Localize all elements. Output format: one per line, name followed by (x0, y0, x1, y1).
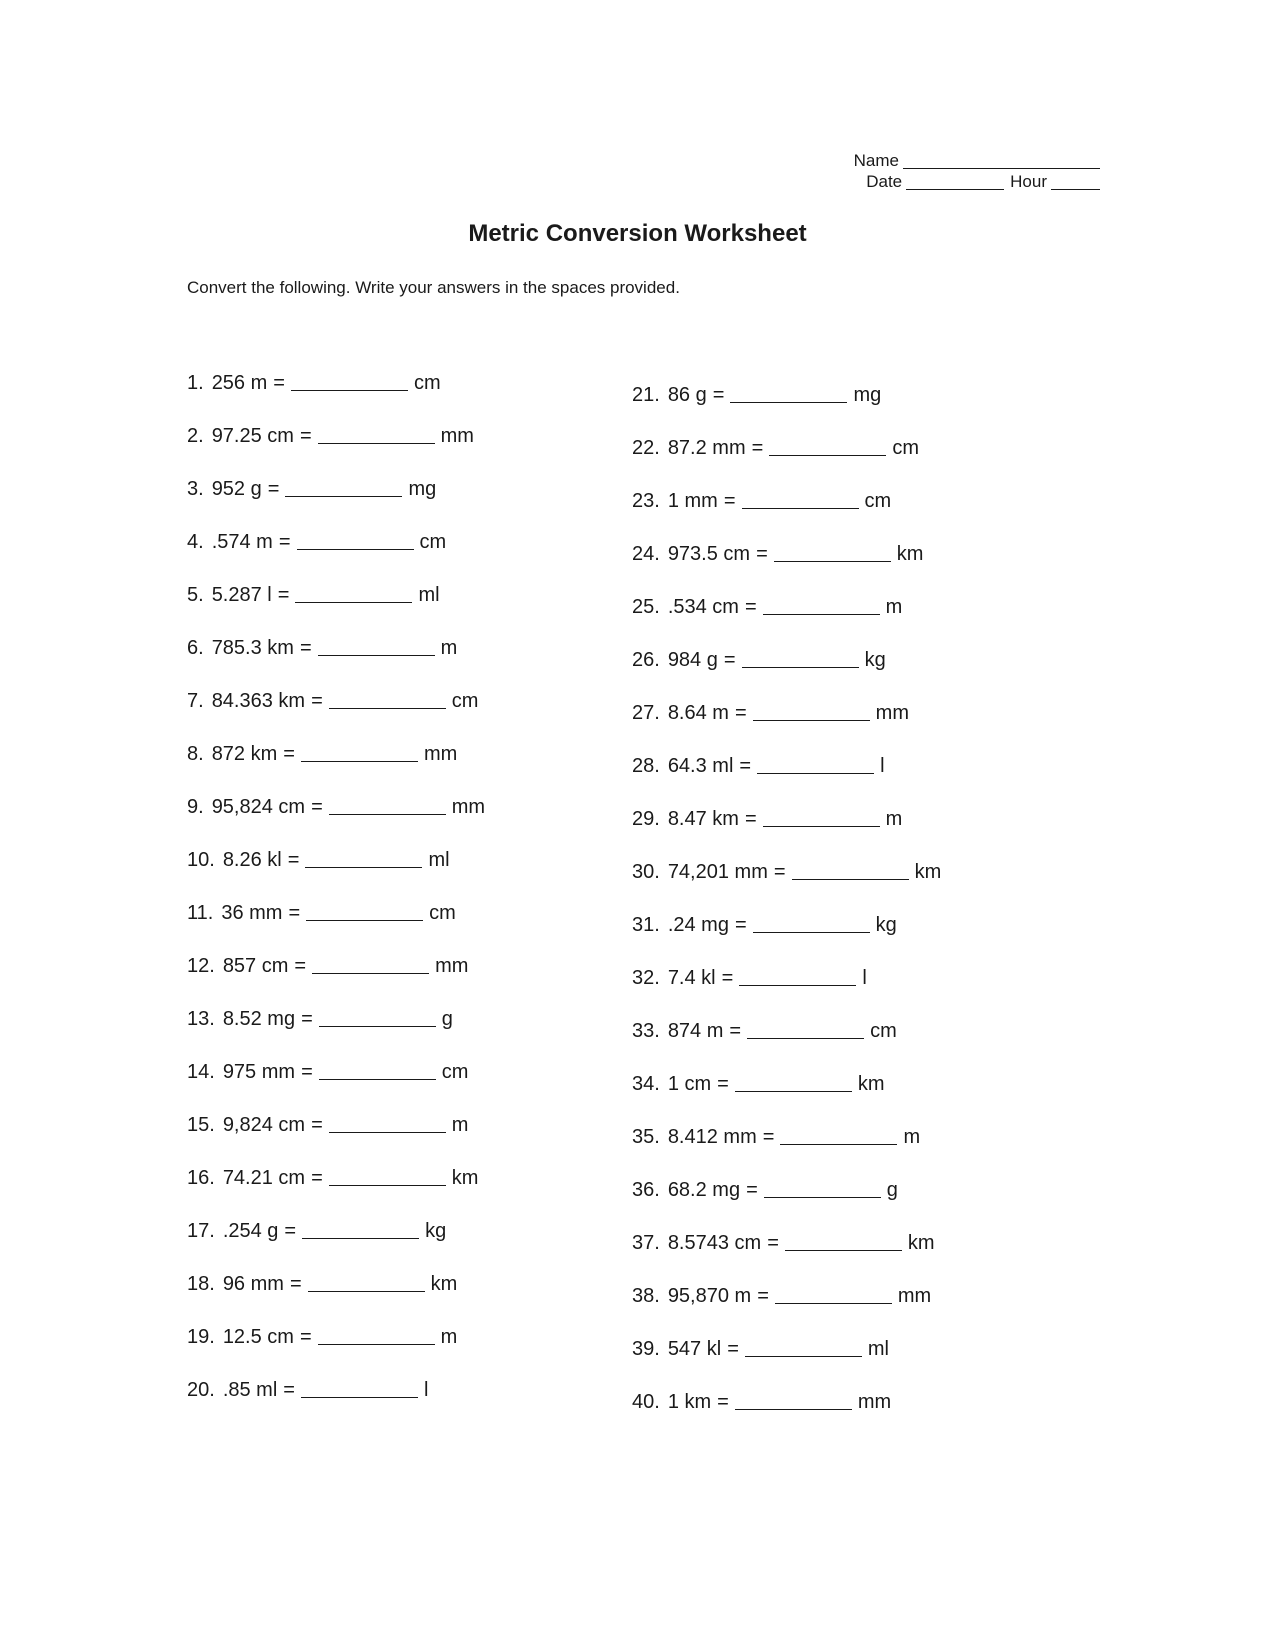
question-expression: 64.3 ml (667, 755, 734, 777)
equals-sign: = (744, 596, 757, 618)
answer-blank[interactable] (763, 600, 880, 615)
question-number: 8. (187, 743, 204, 765)
question-number: 36. (632, 1179, 660, 1201)
question-row (632, 702, 941, 755)
equals-sign: = (301, 1008, 313, 1030)
question-row (187, 796, 485, 849)
question-row (632, 1179, 941, 1232)
target-unit: m (440, 637, 458, 659)
questions-left-column (187, 372, 485, 1432)
equals-sign: = (289, 1273, 302, 1295)
question-number: 29. (632, 808, 660, 830)
page-title: Metric Conversion Worksheet (468, 220, 807, 247)
question-row (632, 808, 941, 861)
target-unit: m (903, 1126, 921, 1148)
question-expression: 984 g (667, 649, 718, 671)
answer-blank[interactable] (318, 1330, 435, 1345)
question-expression: 973.5 cm (667, 543, 751, 565)
answer-blank[interactable] (301, 1383, 418, 1398)
target-unit: g (886, 1179, 898, 1201)
answer-blank[interactable] (302, 1224, 419, 1239)
answer-blank[interactable] (747, 1024, 864, 1039)
question-row (187, 425, 485, 478)
question-number: 25. (632, 596, 660, 618)
question-expression: 785.3 km (211, 637, 294, 659)
equals-sign: = (311, 796, 323, 818)
target-unit: km (914, 861, 942, 883)
question-expression: 86 g (667, 384, 707, 406)
answer-blank[interactable] (792, 865, 909, 880)
equals-sign: = (734, 914, 747, 936)
question-expression: 1 cm (667, 1073, 712, 1095)
equals-sign: = (773, 861, 786, 883)
equals-sign: = (299, 1326, 312, 1348)
target-unit: cm (451, 690, 479, 712)
target-unit: cm (419, 531, 447, 553)
question-expression: 87.2 mm (667, 437, 746, 459)
question-number: 14. (187, 1061, 215, 1083)
question-expression: 12.5 cm (222, 1326, 294, 1348)
question-expression: 952 g (211, 478, 262, 500)
question-expression: 8.64 m (667, 702, 729, 724)
question-row (187, 531, 485, 584)
answer-blank[interactable] (764, 1183, 881, 1198)
question-expression: 8.52 mg (222, 1008, 296, 1030)
question-row (187, 1061, 485, 1114)
question-number: 20. (187, 1379, 215, 1401)
answer-blank[interactable] (329, 694, 446, 709)
equals-sign: = (278, 531, 291, 553)
question-expression: 857 cm (222, 955, 289, 977)
question-number: 6. (187, 637, 204, 659)
question-number: 1. (187, 372, 204, 394)
question-number: 33. (632, 1020, 660, 1042)
question-number: 23. (632, 490, 660, 512)
equals-sign: = (283, 743, 295, 765)
target-unit: m (885, 808, 903, 830)
question-number: 24. (632, 543, 660, 565)
equals-sign: = (757, 1285, 769, 1307)
question-expression: 84.363 km (211, 690, 306, 712)
answer-blank[interactable] (745, 1342, 862, 1357)
question-expression: 74.21 cm (222, 1167, 306, 1189)
question-row (632, 1232, 941, 1285)
equals-sign: = (723, 649, 736, 671)
question-expression: 975 mm (222, 1061, 296, 1083)
answer-blank[interactable] (291, 376, 408, 391)
target-unit: cm (870, 1020, 897, 1042)
question-number: 3. (187, 478, 204, 500)
question-number: 18. (187, 1273, 215, 1295)
question-number: 16. (187, 1167, 215, 1189)
answer-blank[interactable] (735, 1077, 852, 1092)
question-expression: 8.47 km (667, 808, 739, 830)
answer-blank[interactable] (305, 853, 422, 868)
target-unit: l (880, 755, 885, 777)
name-label: Name (853, 151, 899, 170)
equals-sign: = (717, 1073, 729, 1095)
target-unit: kg (425, 1220, 447, 1242)
equals-sign: = (727, 1338, 739, 1360)
answer-blank[interactable] (730, 388, 847, 403)
target-unit: l (423, 1379, 429, 1401)
question-number: 7. (187, 690, 204, 712)
answer-blank[interactable] (306, 906, 423, 921)
answer-blank[interactable] (769, 441, 886, 456)
question-number: 13. (187, 1008, 215, 1030)
header-fields (780, 148, 1100, 190)
question-expression: .85 ml (222, 1379, 278, 1401)
equals-sign: = (311, 1167, 323, 1189)
target-unit: cm (441, 1061, 469, 1083)
answer-blank[interactable] (318, 641, 435, 656)
question-expression: 256 m (211, 372, 268, 394)
target-unit: mm (875, 702, 909, 724)
equals-sign: = (746, 1179, 758, 1201)
question-row (187, 1114, 485, 1167)
answer-blank[interactable] (753, 706, 870, 721)
equals-sign: = (762, 1126, 775, 1148)
target-unit: ml (428, 849, 450, 871)
question-number: 9. (187, 796, 204, 818)
question-row (187, 690, 485, 743)
target-unit: kg (864, 649, 886, 671)
question-row (187, 584, 485, 637)
question-row (632, 1073, 941, 1126)
question-expression: 547 kl (667, 1338, 722, 1360)
equals-sign: = (717, 1391, 729, 1413)
target-unit: mm (423, 743, 458, 765)
answer-blank[interactable] (329, 1118, 446, 1133)
equals-sign: = (273, 372, 285, 394)
equals-sign: = (288, 902, 301, 924)
question-number: 27. (632, 702, 660, 724)
answer-blank[interactable] (742, 653, 859, 668)
question-row (187, 955, 485, 1008)
target-unit: mm (857, 1391, 892, 1413)
question-expression: 95,870 m (667, 1285, 752, 1307)
question-row (187, 637, 485, 690)
question-expression: 1 mm (667, 490, 718, 512)
question-row (632, 861, 941, 914)
question-expression: 74,201 mm (667, 861, 768, 883)
question-expression: 68.2 mg (667, 1179, 741, 1201)
question-number: 34. (632, 1073, 660, 1095)
question-row (187, 372, 485, 425)
target-unit: mg (853, 384, 882, 406)
question-number: 4. (187, 531, 204, 553)
answer-blank[interactable] (295, 588, 412, 603)
equals-sign: = (311, 690, 323, 712)
question-row (187, 743, 485, 796)
question-number: 12. (187, 955, 215, 977)
equals-sign: = (751, 437, 764, 459)
equals-sign: = (739, 755, 752, 777)
answer-blank[interactable] (329, 800, 446, 815)
question-number: 30. (632, 861, 660, 883)
equals-sign: = (284, 1220, 297, 1242)
answer-blank[interactable] (757, 759, 874, 774)
equals-sign: = (744, 808, 757, 830)
target-unit: ml (867, 1338, 889, 1360)
question-expression: 36 mm (221, 902, 283, 924)
question-expression: 95,824 cm (211, 796, 306, 818)
equals-sign: = (729, 1020, 742, 1042)
question-row (632, 1126, 941, 1179)
question-expression: 1 km (667, 1391, 712, 1413)
question-number: 39. (632, 1338, 660, 1360)
question-number: 31. (632, 914, 660, 936)
answer-blank[interactable] (739, 971, 856, 986)
equals-sign: = (301, 1061, 313, 1083)
question-number: 11. (187, 902, 214, 924)
target-unit: g (441, 1008, 453, 1030)
question-number: 2. (187, 425, 204, 447)
name-field[interactable] (903, 152, 1100, 169)
question-expression: .534 cm (667, 596, 739, 618)
question-row (632, 437, 941, 490)
answer-blank[interactable] (301, 747, 418, 762)
equals-sign: = (712, 384, 725, 406)
question-expression: 8.26 kl (222, 849, 282, 871)
answer-blank[interactable] (742, 494, 859, 509)
target-unit: km (896, 543, 924, 565)
target-unit: l (862, 967, 867, 989)
question-row (187, 902, 485, 955)
question-row (187, 1379, 485, 1432)
question-row (632, 543, 941, 596)
target-unit: km (451, 1167, 479, 1189)
equals-sign: = (283, 1379, 295, 1401)
equals-sign: = (299, 425, 312, 447)
question-row (187, 478, 485, 531)
target-unit: cm (429, 902, 456, 924)
question-row (187, 1008, 485, 1061)
question-number: 38. (632, 1285, 660, 1307)
target-unit: km (430, 1273, 458, 1295)
hour-label: Hour (1010, 172, 1047, 191)
equals-sign: = (311, 1114, 323, 1136)
question-number: 32. (632, 967, 660, 989)
question-number: 26. (632, 649, 660, 671)
question-number: 19. (187, 1326, 215, 1348)
question-expression: 7.4 kl (667, 967, 716, 989)
answer-blank[interactable] (763, 812, 880, 827)
question-number: 10. (187, 849, 215, 871)
question-expression: 96 mm (222, 1273, 284, 1295)
question-expression: 874 m (667, 1020, 724, 1042)
answer-blank[interactable] (735, 1395, 852, 1410)
target-unit: km (907, 1232, 935, 1254)
answer-blank[interactable] (318, 429, 435, 444)
instructions: Convert the following. Write your answers in the spaces provided. (187, 278, 680, 297)
target-unit: ml (418, 584, 440, 606)
question-number: 22. (632, 437, 660, 459)
question-row (632, 967, 941, 1020)
equals-sign: = (287, 849, 300, 871)
equals-sign: = (734, 702, 747, 724)
equals-sign: = (721, 967, 734, 989)
date-label: Date (866, 172, 903, 191)
name-row (780, 148, 1100, 169)
question-row (632, 1338, 941, 1391)
equals-sign: = (299, 637, 312, 659)
equals-sign: = (277, 584, 290, 606)
question-row (632, 596, 941, 649)
question-row (187, 849, 485, 902)
target-unit: km (857, 1073, 885, 1095)
question-row (632, 384, 941, 437)
target-unit: kg (875, 914, 897, 936)
question-row (632, 649, 941, 702)
answer-blank[interactable] (780, 1130, 897, 1145)
question-row (632, 914, 941, 967)
answer-blank[interactable] (774, 547, 891, 562)
question-expression: 8.412 mm (667, 1126, 757, 1148)
target-unit: mm (451, 796, 486, 818)
target-unit: mm (435, 955, 469, 977)
target-unit: mg (408, 478, 437, 500)
question-number: 37. (632, 1232, 660, 1254)
question-number: 28. (632, 755, 660, 777)
answer-blank[interactable] (775, 1289, 892, 1304)
question-expression: 97.25 cm (211, 425, 294, 447)
question-row (632, 755, 941, 808)
target-unit: m (440, 1326, 458, 1348)
question-number: 17. (187, 1220, 215, 1242)
question-row (632, 1391, 941, 1444)
equals-sign: = (723, 490, 736, 512)
questions-right-column (632, 384, 941, 1444)
answer-blank[interactable] (285, 482, 402, 497)
question-expression: .24 mg (667, 914, 729, 936)
equals-sign: = (767, 1232, 779, 1254)
equals-sign: = (267, 478, 280, 500)
date-field[interactable] (906, 173, 1004, 190)
answer-blank[interactable] (329, 1171, 446, 1186)
question-number: 35. (632, 1126, 660, 1148)
question-row (187, 1220, 485, 1273)
answer-blank[interactable] (308, 1277, 425, 1292)
question-expression: 5.287 l (211, 584, 272, 606)
target-unit: cm (864, 490, 892, 512)
answer-blank[interactable] (312, 959, 429, 974)
answer-blank[interactable] (753, 918, 870, 933)
target-unit: m (451, 1114, 469, 1136)
target-unit: mm (897, 1285, 932, 1307)
answer-blank[interactable] (319, 1012, 436, 1027)
question-expression: .574 m (211, 531, 273, 553)
hour-field[interactable] (1051, 173, 1100, 190)
date-hour-row (780, 169, 1100, 190)
question-number: 5. (187, 584, 204, 606)
question-expression: 9,824 cm (222, 1114, 306, 1136)
question-row (187, 1167, 485, 1220)
target-unit: cm (892, 437, 919, 459)
question-row (187, 1273, 485, 1326)
question-row (632, 1285, 941, 1338)
question-number: 15. (187, 1114, 215, 1136)
question-expression: 872 km (211, 743, 278, 765)
question-row (187, 1326, 485, 1379)
answer-blank[interactable] (319, 1065, 436, 1080)
equals-sign: = (294, 955, 307, 977)
question-expression: .254 g (222, 1220, 279, 1242)
target-unit: mm (440, 425, 474, 447)
equals-sign: = (756, 543, 768, 565)
target-unit: m (885, 596, 903, 618)
target-unit: cm (413, 372, 441, 394)
question-number: 21. (632, 384, 660, 406)
answer-blank[interactable] (785, 1236, 902, 1251)
answer-blank[interactable] (297, 535, 414, 550)
question-row (632, 490, 941, 543)
question-expression: 8.5743 cm (667, 1232, 762, 1254)
question-row (632, 1020, 941, 1073)
question-number: 40. (632, 1391, 660, 1413)
